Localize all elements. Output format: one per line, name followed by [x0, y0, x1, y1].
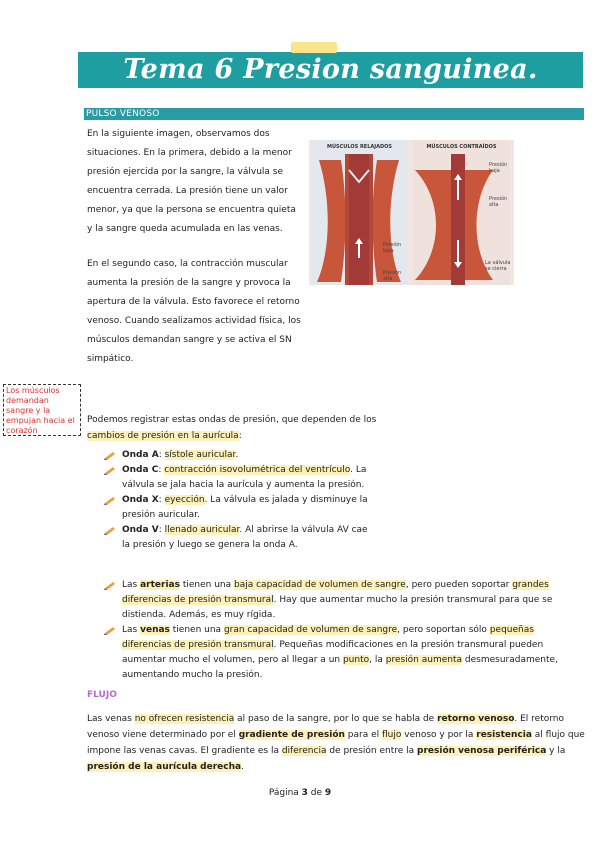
pencil-bullet-icon: [104, 465, 116, 475]
flujo-p: presión de la aurícula derecha: [87, 762, 242, 772]
wave-item-a: [104, 448, 374, 463]
venas-g: . Pequeñas modificaciones en la presión transmural pueden aumentar mucho el volumen, pero al llegar a un: [122, 640, 544, 665]
footer-total-pages: 9: [324, 788, 332, 798]
flujo-j: resistencia: [476, 730, 532, 740]
title-tab-decoration: [291, 42, 337, 53]
margin-comment[interactable]: Los músculos demandan sangre y la empujan hacia el corazón: [3, 384, 81, 436]
flujo-k: al flujo que impone las venas cavas. El gradiente es la: [87, 730, 585, 756]
para3-end: :: [238, 431, 242, 441]
arterias-f: grandes diferencias de presión transmural: [122, 580, 549, 605]
flujo-q: .: [241, 762, 244, 772]
wave-x-rest: . La válvula es jalada y disminuye la presión auricular.: [122, 495, 368, 520]
flujo-f: gradiente de presión: [238, 730, 345, 740]
arterias-d: baja capacidad de volumen de sangre: [234, 580, 406, 590]
flujo-h: flujo: [382, 730, 402, 740]
arterias-item: [104, 578, 584, 623]
venas-i: , la: [369, 655, 386, 665]
footer-prefix: Página: [268, 788, 302, 798]
venas-item: [104, 623, 584, 683]
wave-v-sep: :: [158, 525, 165, 535]
wave-x-highlight: eyección: [164, 495, 205, 505]
section-heading-flujo: FLUJO: [87, 690, 117, 700]
figure-right-label-low: Presión baja: [489, 162, 508, 174]
wave-item-v: [104, 523, 374, 553]
footer-mid: de: [307, 788, 325, 798]
wave-item-x: [104, 493, 374, 523]
wave-a-sep: :: [158, 450, 165, 460]
arterias-a: Las: [122, 580, 141, 590]
figure-right-label-valve: La válvula se cierra: [485, 260, 511, 272]
flujo-i: venoso y por la: [401, 730, 477, 740]
flujo-d: retorno venoso: [437, 714, 515, 724]
venas-a: Las: [122, 625, 141, 635]
venas-e: , pero soportan sólo: [397, 625, 490, 635]
wave-a-label: Onda A: [122, 450, 159, 460]
venas-j: presión aumenta: [385, 655, 463, 665]
paragraph-2: En el segundo caso, la contracción muscular aumenta la presión de la sangre y provoca la apertura de la válvula. Esto favorece el retorno venoso. Cuando sealizamos actividad física, los músculos demandan sangre y se activa el SN simpático.: [87, 259, 301, 364]
pencil-bullet-icon: [104, 525, 116, 535]
venas-c: tienen una: [169, 625, 224, 635]
arterias-g: . Hay que aumentar mucho la presión transmural para que se distienda. Además, es muy rígida.: [122, 595, 553, 620]
pencil-bullet-icon: [104, 450, 116, 460]
figure-panel-relaxed: [311, 140, 408, 285]
wave-x-label: Onda X: [122, 495, 159, 505]
relaxed-muscle-illustration: [311, 140, 408, 285]
wave-v-label: Onda V: [122, 525, 159, 535]
pencil-bullet-icon: [104, 580, 116, 590]
paragraph-1: En la siguiente imagen, observamos dos situaciones. En la primera, debido a la menor presión ejercida por la sangre, la válvula se encuentra cerrada. La presión tiene un valor menor, ya que la persona se encuentra quieta y la sangre queda acumulada en las venas.: [87, 129, 296, 234]
wave-c-label: Onda C: [122, 465, 159, 475]
venas-d: gran capacidad de volumen de sangre: [223, 625, 398, 635]
wave-v-highlight: llenado auricular: [164, 525, 240, 535]
figure-left-label-high: Presión alta: [383, 270, 402, 282]
arterias-c: tienen una: [179, 580, 234, 590]
figure-left-title: MÚSCULOS RELAJADOS: [326, 144, 393, 150]
title-banner: [78, 52, 583, 88]
figure-panel-contracted: [413, 140, 510, 285]
paragraph-flujo: [87, 711, 587, 775]
flujo-o: y la: [546, 746, 566, 756]
wave-x-sep: :: [158, 495, 165, 505]
section-heading-pulso-venoso: PULSO VENOSO: [84, 108, 584, 120]
para3-text: Podemos registrar estas ondas de presión, que dependen de los: [87, 415, 377, 425]
wave-item-c: [104, 463, 374, 493]
wave-c-highlight: contracción isovolumétrica del ventrículo: [164, 465, 351, 475]
wave-a-rest: .: [235, 450, 239, 460]
para3-highlight: cambios de presión en la aurícula: [87, 431, 239, 441]
muscle-pump-figure: [309, 140, 514, 285]
flujo-e: . El retorno venoso viene determinado por el: [87, 714, 564, 740]
pencil-bullet-icon: [104, 495, 116, 505]
arterias-e: , pero pueden soportar: [405, 580, 513, 590]
wave-c-sep: :: [158, 465, 165, 475]
venas-f: pequeñas diferencias de presión transmural: [122, 625, 534, 650]
page-title: Tema 6 Presion sanguinea.: [123, 54, 538, 85]
flujo-m: de presión entre la: [326, 746, 418, 756]
figure-right-label-high: Presión alta: [489, 196, 508, 208]
wave-v-rest: . Al abrirse la válvula AV cae la presión y luego se genera la onda A.: [122, 525, 368, 550]
arterias-b: arterias: [140, 580, 180, 590]
venas-b: venas: [140, 625, 170, 635]
flujo-c: al paso de la sangre, por lo que se habla de: [234, 714, 438, 724]
flujo-l: diferencia: [281, 746, 327, 756]
flujo-a: Las venas: [87, 714, 135, 724]
figure-right-title: MÚSCULOS CONTRAÍDOS: [426, 144, 497, 150]
flujo-b: no ofrecen resistencia: [134, 714, 235, 724]
venas-k: desmesuradamente, aumentando mucho la presión.: [122, 655, 558, 680]
wave-c-rest: . La válvula se jala hacia la aurícula y aumenta la presión.: [122, 465, 367, 490]
page-footer: [0, 788, 600, 798]
paragraph-3: [87, 412, 377, 444]
flujo-g: para el: [344, 730, 383, 740]
pencil-bullet-icon: [104, 625, 116, 635]
footer-page-number: 3: [301, 788, 308, 798]
flujo-n: presión venosa periférica: [417, 746, 547, 756]
wave-a-highlight: sístole auricular: [164, 450, 236, 460]
figure-left-label-low: Presión baja: [383, 242, 402, 254]
venas-h: punto: [342, 655, 370, 665]
